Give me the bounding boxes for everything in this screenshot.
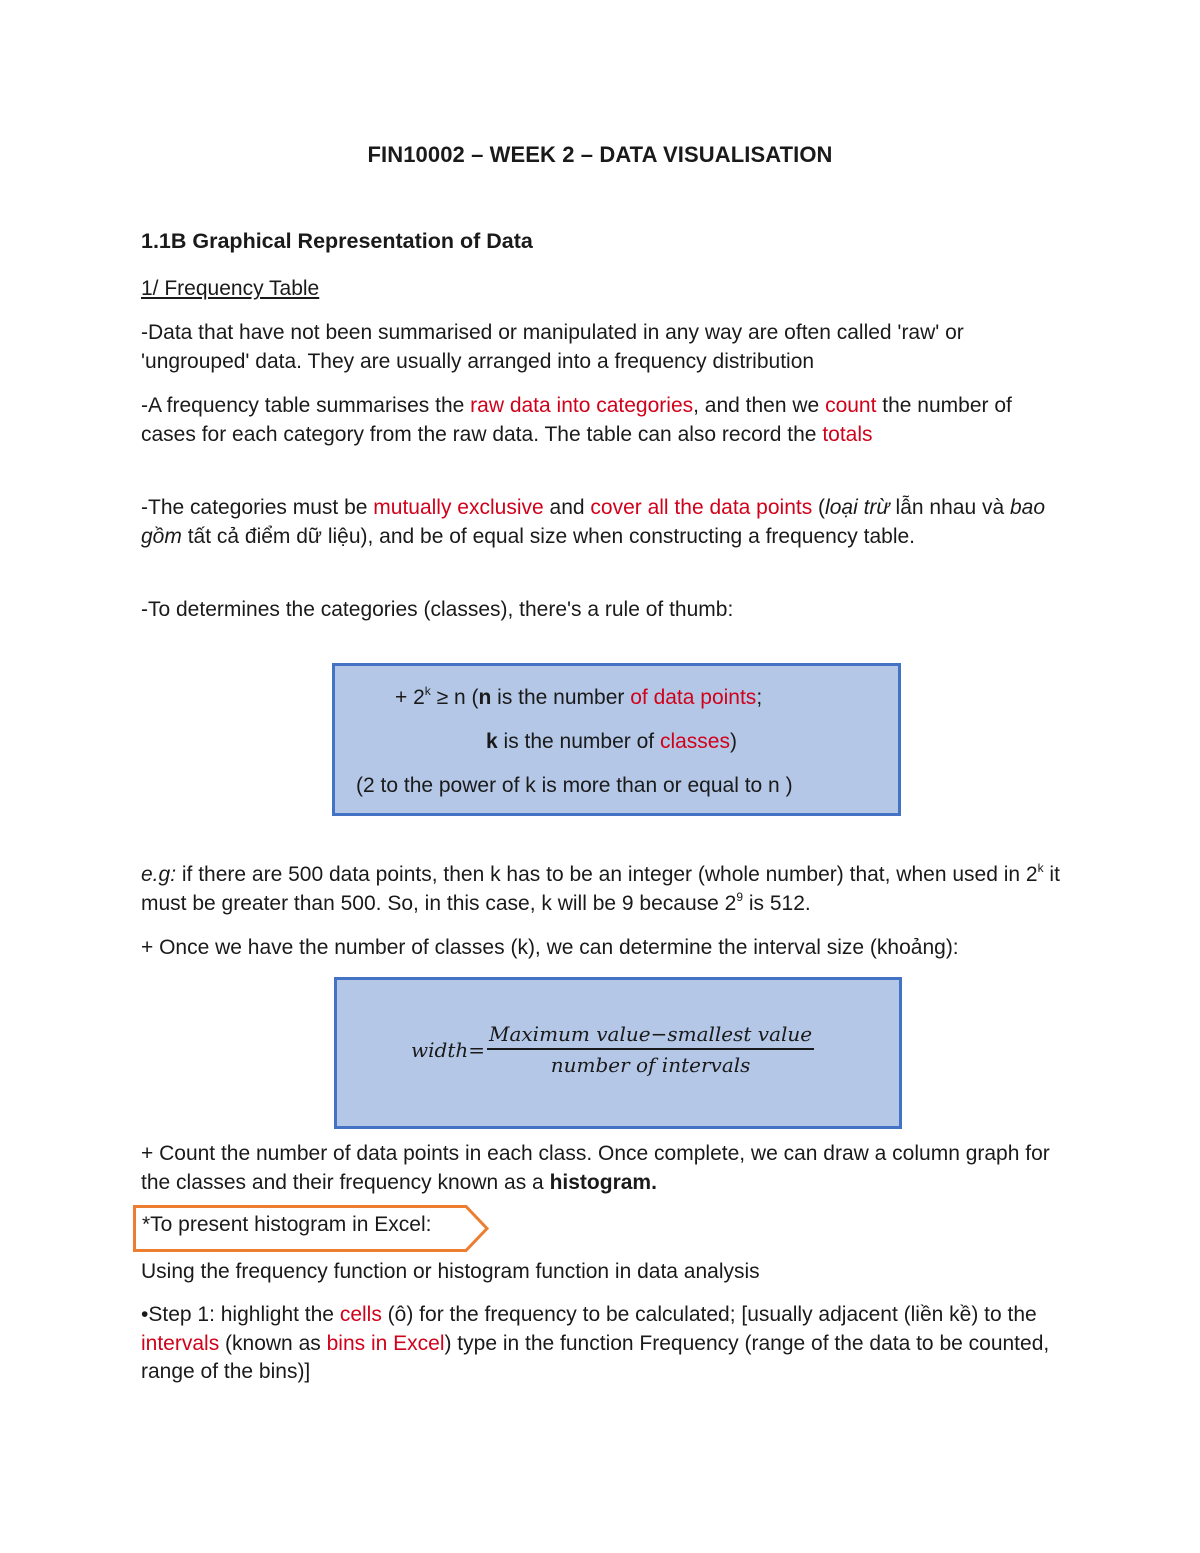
- excel-callout: [133, 1205, 489, 1252]
- text-span: ≥ n (: [430, 686, 479, 709]
- highlight-mutually-exclusive: mutually exclusive: [373, 496, 544, 519]
- text-span: lẫn nhau và: [889, 496, 1010, 519]
- rule-line-2: [486, 730, 737, 754]
- formula-numerator: Maximum value−smallest value: [487, 1022, 814, 1050]
- formula-denominator: number of intervals: [550, 1053, 751, 1077]
- rule-of-thumb-box: [332, 663, 901, 816]
- paragraph-step-1: [141, 1301, 1071, 1387]
- highlight-cells: cells: [339, 1303, 382, 1326]
- highlight-data-points: of data points: [630, 686, 757, 709]
- text-span: it must be greater than 500. So, in this case, k will be 9 because 2: [141, 863, 1060, 915]
- italic-term: loại trừ: [825, 496, 890, 519]
- italic-term: bao gồm: [141, 496, 1046, 548]
- paragraph-rule-of-thumb: -To determines the categories (classes), there's a rule of thumb:: [141, 598, 734, 621]
- paragraph-interval-size: + Once we have the number of classes (k), we can determine the interval size (khoảng):: [141, 936, 959, 959]
- highlight-classes: classes: [659, 730, 730, 753]
- bold-n: n: [478, 686, 492, 709]
- text-span: ): [729, 730, 737, 753]
- text-span: (known as: [219, 1331, 327, 1355]
- superscript: k: [424, 684, 431, 698]
- highlight-bins: bins in Excel: [326, 1331, 445, 1355]
- page-title: FIN10002 – WEEK 2 – DATA VISUALISATION: [367, 142, 833, 167]
- text-span: is the number: [491, 686, 631, 709]
- text-span: is 512.: [743, 891, 811, 915]
- text-span: , and then we: [693, 394, 826, 417]
- text-span: ;: [756, 686, 763, 709]
- rule-line-1: [395, 686, 762, 710]
- text-span: and: [543, 496, 591, 519]
- text-span: (ô) for the frequency to be calculated; [usually adjacent (liền kề) to the: [381, 1303, 1037, 1326]
- paragraph-frequency-function: Using the frequency function or histogram function in data analysis: [141, 1260, 760, 1283]
- section-heading: 1.1B Graphical Representation of Data: [141, 229, 533, 253]
- highlight-raw-data: raw data into categories: [470, 394, 694, 417]
- formula-lhs: width=: [411, 1037, 485, 1062]
- text-span: is the number of: [497, 730, 660, 753]
- paragraph-categories: [141, 494, 1071, 551]
- paragraph-example: [141, 861, 1071, 918]
- subheading-frequency-table: 1/ Frequency Table: [141, 277, 320, 300]
- superscript: 9: [736, 889, 744, 904]
- rule-line-3: (2 to the power of k is more than or equal to n ): [356, 774, 793, 797]
- highlight-intervals: intervals: [141, 1331, 220, 1355]
- highlight-totals: totals: [822, 422, 873, 446]
- text-span: + 2: [395, 686, 425, 709]
- text-span: tất cả điểm dữ liệu), and be of equal size when constructing a frequency table.: [181, 524, 916, 548]
- callout-text: *To present histogram in Excel:: [142, 1213, 432, 1236]
- bold-histogram: histogram.: [549, 1170, 657, 1194]
- formula-fraction: [487, 1022, 814, 1077]
- paragraph-raw-data: -Data that have not been summarised or manipulated in any way are often called 'raw' or 'ungrouped' data. They are usually arranged into a frequency distribution: [141, 321, 964, 373]
- paragraph-frequency-table: [141, 392, 1071, 449]
- highlight-count: count: [825, 394, 877, 417]
- italic-eg: e.g:: [141, 863, 177, 886]
- text-span: ) type in the function Frequency (range of the data to be counted, range of the bins)]: [141, 1331, 1050, 1384]
- superscript: k: [1037, 861, 1044, 875]
- width-formula-box: [334, 977, 902, 1129]
- text-span: -A frequency table summarises the: [141, 394, 471, 417]
- text-span: + Count the number of data points in each class. Once complete, we can draw a column graph for the classes and their frequency known as a: [141, 1142, 1050, 1194]
- width-formula: [411, 1022, 814, 1077]
- text-span: -The categories must be: [141, 496, 374, 519]
- highlight-cover-all: cover all the data points: [590, 496, 813, 519]
- text-span: if there are 500 data points, then k has to be an integer (whole number) that, when used in 2: [176, 863, 1038, 886]
- text-span: •Step 1: highlight the: [141, 1303, 340, 1326]
- bold-k: k: [486, 730, 498, 753]
- paragraph-histogram: [141, 1140, 1071, 1197]
- text-span: the number of cases for each category from the raw data. The table can also record the: [141, 394, 1012, 446]
- text-span: (: [812, 496, 826, 519]
